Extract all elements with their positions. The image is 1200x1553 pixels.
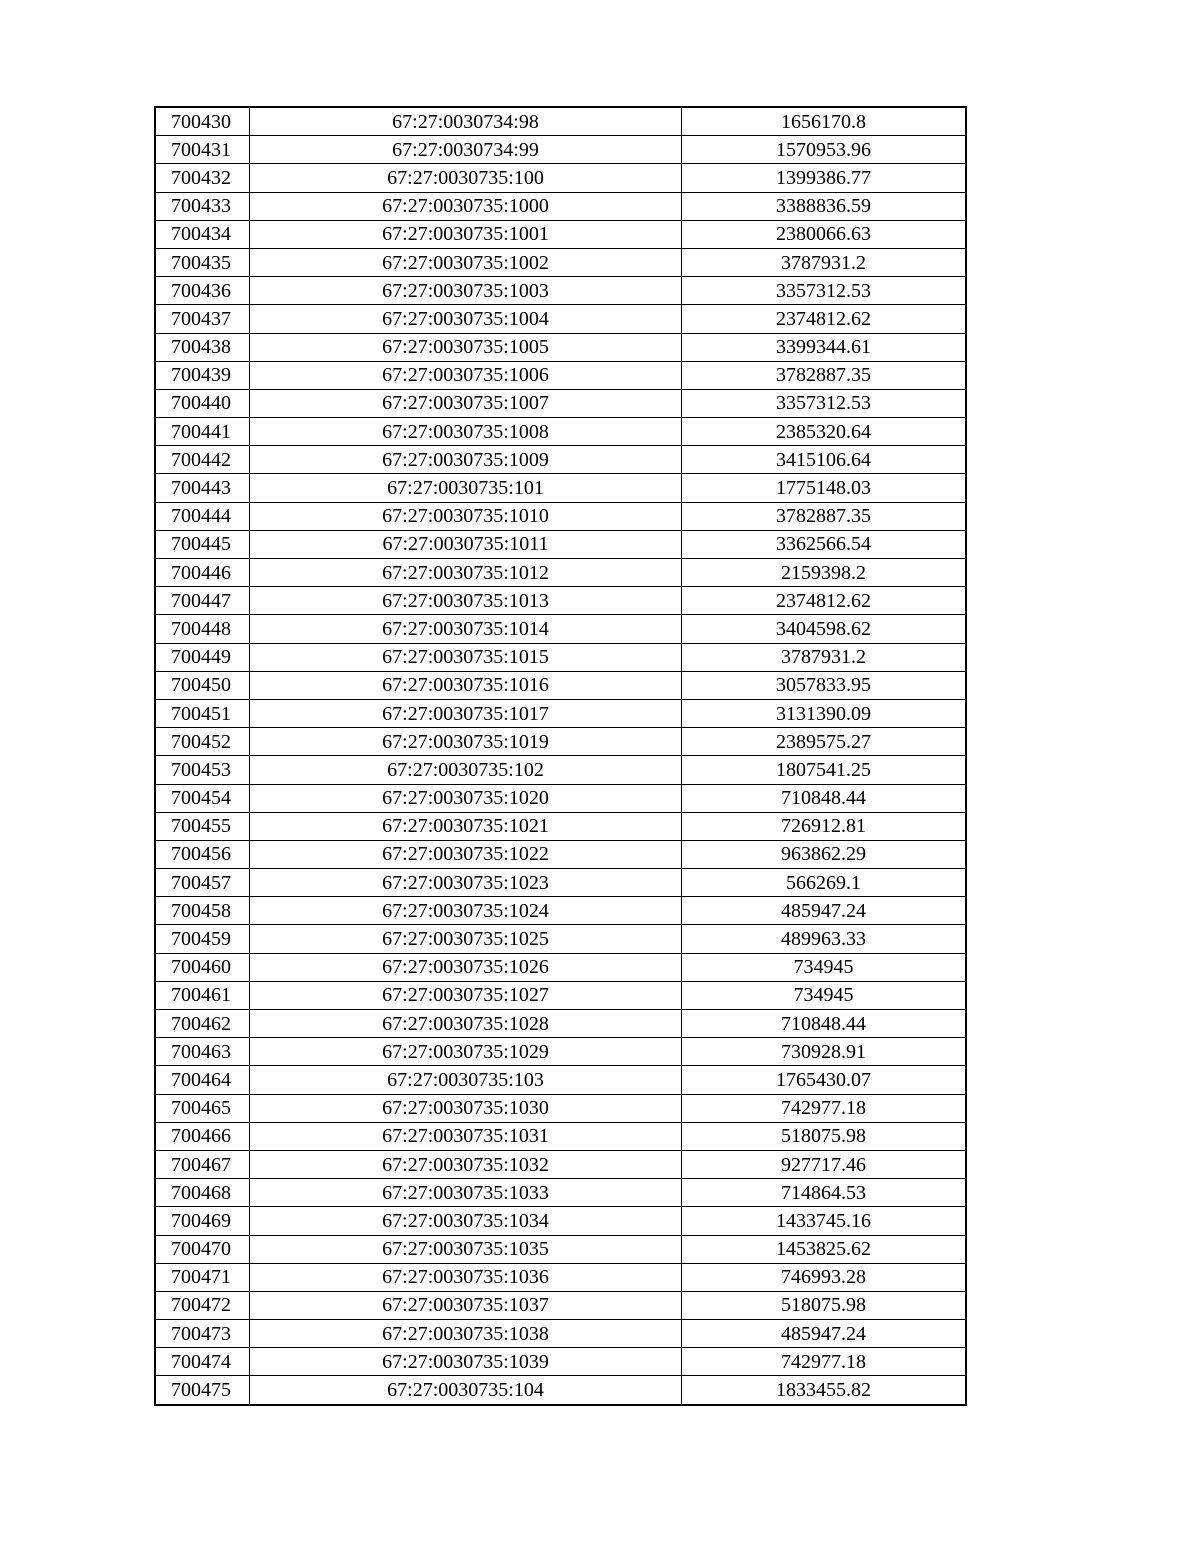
cadastral-value-cell: 742977.18 bbox=[682, 1348, 967, 1376]
cadastral-number-cell: 67:27:0030735:1032 bbox=[250, 1150, 682, 1178]
table-body bbox=[155, 107, 966, 1405]
row-number-cell: 700440 bbox=[155, 389, 250, 417]
row-number-cell: 700439 bbox=[155, 361, 250, 389]
cadastral-value-cell: 2389575.27 bbox=[682, 728, 967, 756]
cadastral-number-cell: 67:27:0030735:1022 bbox=[250, 840, 682, 868]
cadastral-number-cell: 67:27:0030735:1033 bbox=[250, 1179, 682, 1207]
row-number-cell: 700442 bbox=[155, 446, 250, 474]
table-row bbox=[155, 587, 966, 615]
table-row bbox=[155, 1094, 966, 1122]
cadastral-value-cell: 734945 bbox=[682, 981, 967, 1009]
table-row bbox=[155, 502, 966, 530]
cadastral-number-cell: 67:27:0030735:102 bbox=[250, 756, 682, 784]
row-number-cell: 700438 bbox=[155, 333, 250, 361]
row-number-cell: 700430 bbox=[155, 107, 250, 136]
cadastral-value-cell: 1833455.82 bbox=[682, 1376, 967, 1405]
table-row bbox=[155, 164, 966, 192]
row-number-cell: 700455 bbox=[155, 812, 250, 840]
cadastral-number-cell: 67:27:0030735:1028 bbox=[250, 1010, 682, 1038]
cadastral-value-cell: 927717.46 bbox=[682, 1150, 967, 1178]
cadastral-value-cell: 746993.28 bbox=[682, 1263, 967, 1291]
cadastral-value-cell: 489963.33 bbox=[682, 925, 967, 953]
table-row bbox=[155, 107, 966, 136]
cadastral-value-cell: 3787931.2 bbox=[682, 248, 967, 276]
table-row bbox=[155, 643, 966, 671]
cadastral-number-cell: 67:27:0030735:1038 bbox=[250, 1320, 682, 1348]
cadastral-number-cell: 67:27:0030735:1036 bbox=[250, 1263, 682, 1291]
cadastral-value-cell: 3782887.35 bbox=[682, 502, 967, 530]
row-number-cell: 700460 bbox=[155, 953, 250, 981]
cadastral-value-cell: 3362566.54 bbox=[682, 530, 967, 558]
row-number-cell: 700443 bbox=[155, 474, 250, 502]
cadastral-value-cell: 3131390.09 bbox=[682, 699, 967, 727]
cadastral-value-cell: 726912.81 bbox=[682, 812, 967, 840]
cadastral-number-cell: 67:27:0030735:1015 bbox=[250, 643, 682, 671]
cadastral-value-cell: 566269.1 bbox=[682, 869, 967, 897]
cadastral-value-cell: 3782887.35 bbox=[682, 361, 967, 389]
cadastral-value-cell: 1399386.77 bbox=[682, 164, 967, 192]
row-number-cell: 700469 bbox=[155, 1207, 250, 1235]
cadastral-number-cell: 67:27:0030735:1002 bbox=[250, 248, 682, 276]
table-row bbox=[155, 840, 966, 868]
table-row bbox=[155, 333, 966, 361]
cadastral-number-cell: 67:27:0030735:1025 bbox=[250, 925, 682, 953]
row-number-cell: 700437 bbox=[155, 305, 250, 333]
table-row bbox=[155, 446, 966, 474]
cadastral-number-cell: 67:27:0030735:1027 bbox=[250, 981, 682, 1009]
table-row bbox=[155, 1348, 966, 1376]
row-number-cell: 700468 bbox=[155, 1179, 250, 1207]
table-row bbox=[155, 728, 966, 756]
cadastral-number-cell: 67:27:0030735:1008 bbox=[250, 418, 682, 446]
cadastral-value-cell: 1453825.62 bbox=[682, 1235, 967, 1263]
row-number-cell: 700456 bbox=[155, 840, 250, 868]
table-row bbox=[155, 1150, 966, 1178]
cadastral-value-cell: 734945 bbox=[682, 953, 967, 981]
cadastral-value-cell: 3399344.61 bbox=[682, 333, 967, 361]
row-number-cell: 700449 bbox=[155, 643, 250, 671]
table-row bbox=[155, 361, 966, 389]
cadastral-number-cell: 67:27:0030735:1039 bbox=[250, 1348, 682, 1376]
row-number-cell: 700441 bbox=[155, 418, 250, 446]
table-row bbox=[155, 305, 966, 333]
row-number-cell: 700454 bbox=[155, 784, 250, 812]
cadastral-value-cell: 963862.29 bbox=[682, 840, 967, 868]
row-number-cell: 700461 bbox=[155, 981, 250, 1009]
cadastral-number-cell: 67:27:0030735:1014 bbox=[250, 615, 682, 643]
row-number-cell: 700452 bbox=[155, 728, 250, 756]
table-row bbox=[155, 192, 966, 220]
cadastral-value-cell: 2385320.64 bbox=[682, 418, 967, 446]
cadastral-value-cell: 485947.24 bbox=[682, 897, 967, 925]
table-row bbox=[155, 136, 966, 164]
cadastral-number-cell: 67:27:0030734:98 bbox=[250, 107, 682, 136]
table-row bbox=[155, 248, 966, 276]
row-number-cell: 700432 bbox=[155, 164, 250, 192]
cadastral-value-cell: 3357312.53 bbox=[682, 389, 967, 417]
cadastral-number-cell: 67:27:0030735:1017 bbox=[250, 699, 682, 727]
cadastral-value-cell: 1570953.96 bbox=[682, 136, 967, 164]
table-row bbox=[155, 671, 966, 699]
cadastral-number-cell: 67:27:0030734:99 bbox=[250, 136, 682, 164]
cadastral-value-cell: 710848.44 bbox=[682, 1010, 967, 1038]
cadastral-number-cell: 67:27:0030735:1004 bbox=[250, 305, 682, 333]
cadastral-value-cell: 3388836.59 bbox=[682, 192, 967, 220]
cadastral-value-cell: 2374812.62 bbox=[682, 305, 967, 333]
cadastral-value-table bbox=[154, 106, 967, 1406]
row-number-cell: 700458 bbox=[155, 897, 250, 925]
cadastral-value-cell: 3057833.95 bbox=[682, 671, 967, 699]
table-row bbox=[155, 699, 966, 727]
cadastral-value-cell: 485947.24 bbox=[682, 1320, 967, 1348]
row-number-cell: 700447 bbox=[155, 587, 250, 615]
cadastral-number-cell: 67:27:0030735:1000 bbox=[250, 192, 682, 220]
cadastral-number-cell: 67:27:0030735:100 bbox=[250, 164, 682, 192]
table-row bbox=[155, 756, 966, 784]
cadastral-value-cell: 3787931.2 bbox=[682, 643, 967, 671]
cadastral-number-cell: 67:27:0030735:1021 bbox=[250, 812, 682, 840]
row-number-cell: 700451 bbox=[155, 699, 250, 727]
cadastral-number-cell: 67:27:0030735:1003 bbox=[250, 277, 682, 305]
row-number-cell: 700445 bbox=[155, 530, 250, 558]
row-number-cell: 700473 bbox=[155, 1320, 250, 1348]
table-row bbox=[155, 784, 966, 812]
cadastral-number-cell: 67:27:0030735:1001 bbox=[250, 220, 682, 248]
cadastral-number-cell: 67:27:0030735:1005 bbox=[250, 333, 682, 361]
cadastral-value-cell: 1807541.25 bbox=[682, 756, 967, 784]
cadastral-value-cell: 1775148.03 bbox=[682, 474, 967, 502]
row-number-cell: 700433 bbox=[155, 192, 250, 220]
cadastral-number-cell: 67:27:0030735:1035 bbox=[250, 1235, 682, 1263]
table-row bbox=[155, 1235, 966, 1263]
row-number-cell: 700466 bbox=[155, 1122, 250, 1150]
table-row bbox=[155, 615, 966, 643]
row-number-cell: 700459 bbox=[155, 925, 250, 953]
cadastral-value-cell: 3415106.64 bbox=[682, 446, 967, 474]
cadastral-number-cell: 67:27:0030735:1019 bbox=[250, 728, 682, 756]
cadastral-number-cell: 67:27:0030735:1009 bbox=[250, 446, 682, 474]
cadastral-value-cell: 714864.53 bbox=[682, 1179, 967, 1207]
table-row bbox=[155, 953, 966, 981]
cadastral-number-cell: 67:27:0030735:1024 bbox=[250, 897, 682, 925]
cadastral-value-cell: 1433745.16 bbox=[682, 1207, 967, 1235]
cadastral-number-cell: 67:27:0030735:101 bbox=[250, 474, 682, 502]
cadastral-value-cell: 2380066.63 bbox=[682, 220, 967, 248]
table-row bbox=[155, 418, 966, 446]
row-number-cell: 700431 bbox=[155, 136, 250, 164]
cadastral-value-cell: 518075.98 bbox=[682, 1291, 967, 1319]
row-number-cell: 700434 bbox=[155, 220, 250, 248]
row-number-cell: 700436 bbox=[155, 277, 250, 305]
cadastral-number-cell: 67:27:0030735:103 bbox=[250, 1066, 682, 1094]
row-number-cell: 700462 bbox=[155, 1010, 250, 1038]
row-number-cell: 700475 bbox=[155, 1376, 250, 1405]
cadastral-value-cell: 3404598.62 bbox=[682, 615, 967, 643]
cadastral-value-cell: 742977.18 bbox=[682, 1094, 967, 1122]
row-number-cell: 700474 bbox=[155, 1348, 250, 1376]
row-number-cell: 700457 bbox=[155, 869, 250, 897]
cadastral-number-cell: 67:27:0030735:1034 bbox=[250, 1207, 682, 1235]
row-number-cell: 700467 bbox=[155, 1150, 250, 1178]
cadastral-number-cell: 67:27:0030735:1030 bbox=[250, 1094, 682, 1122]
row-number-cell: 700472 bbox=[155, 1291, 250, 1319]
table-row bbox=[155, 1122, 966, 1150]
cadastral-number-cell: 67:27:0030735:1031 bbox=[250, 1122, 682, 1150]
cadastral-number-cell: 67:27:0030735:1020 bbox=[250, 784, 682, 812]
table-row bbox=[155, 925, 966, 953]
table-row bbox=[155, 1207, 966, 1235]
cadastral-number-cell: 67:27:0030735:1011 bbox=[250, 530, 682, 558]
row-number-cell: 700470 bbox=[155, 1235, 250, 1263]
table-row bbox=[155, 277, 966, 305]
cadastral-number-cell: 67:27:0030735:1013 bbox=[250, 587, 682, 615]
table-row bbox=[155, 530, 966, 558]
table-row bbox=[155, 220, 966, 248]
row-number-cell: 700465 bbox=[155, 1094, 250, 1122]
row-number-cell: 700471 bbox=[155, 1263, 250, 1291]
row-number-cell: 700448 bbox=[155, 615, 250, 643]
cadastral-number-cell: 67:27:0030735:1006 bbox=[250, 361, 682, 389]
row-number-cell: 700463 bbox=[155, 1038, 250, 1066]
table-row bbox=[155, 474, 966, 502]
table-row bbox=[155, 1320, 966, 1348]
table-row bbox=[155, 1376, 966, 1405]
row-number-cell: 700450 bbox=[155, 671, 250, 699]
table-row bbox=[155, 559, 966, 587]
table-row bbox=[155, 389, 966, 417]
cadastral-number-cell: 67:27:0030735:1010 bbox=[250, 502, 682, 530]
cadastral-value-cell: 3357312.53 bbox=[682, 277, 967, 305]
cadastral-number-cell: 67:27:0030735:1016 bbox=[250, 671, 682, 699]
cadastral-value-cell: 1765430.07 bbox=[682, 1066, 967, 1094]
table-row bbox=[155, 1291, 966, 1319]
row-number-cell: 700444 bbox=[155, 502, 250, 530]
table-row bbox=[155, 1038, 966, 1066]
table-row bbox=[155, 1066, 966, 1094]
cadastral-number-cell: 67:27:0030735:1023 bbox=[250, 869, 682, 897]
cadastral-value-cell: 518075.98 bbox=[682, 1122, 967, 1150]
cadastral-value-cell: 730928.91 bbox=[682, 1038, 967, 1066]
table-row bbox=[155, 1010, 966, 1038]
table-row bbox=[155, 897, 966, 925]
table-row bbox=[155, 981, 966, 1009]
cadastral-number-cell: 67:27:0030735:1007 bbox=[250, 389, 682, 417]
row-number-cell: 700464 bbox=[155, 1066, 250, 1094]
cadastral-value-cell: 2374812.62 bbox=[682, 587, 967, 615]
table-row bbox=[155, 1263, 966, 1291]
cadastral-number-cell: 67:27:0030735:1037 bbox=[250, 1291, 682, 1319]
row-number-cell: 700435 bbox=[155, 248, 250, 276]
table-row bbox=[155, 1179, 966, 1207]
row-number-cell: 700453 bbox=[155, 756, 250, 784]
cadastral-number-cell: 67:27:0030735:1012 bbox=[250, 559, 682, 587]
cadastral-number-cell: 67:27:0030735:104 bbox=[250, 1376, 682, 1405]
cadastral-value-cell: 2159398.2 bbox=[682, 559, 967, 587]
cadastral-value-cell: 1656170.8 bbox=[682, 107, 967, 136]
cadastral-number-cell: 67:27:0030735:1026 bbox=[250, 953, 682, 981]
cadastral-value-cell: 710848.44 bbox=[682, 784, 967, 812]
cadastral-number-cell: 67:27:0030735:1029 bbox=[250, 1038, 682, 1066]
row-number-cell: 700446 bbox=[155, 559, 250, 587]
table-row bbox=[155, 869, 966, 897]
table-row bbox=[155, 812, 966, 840]
